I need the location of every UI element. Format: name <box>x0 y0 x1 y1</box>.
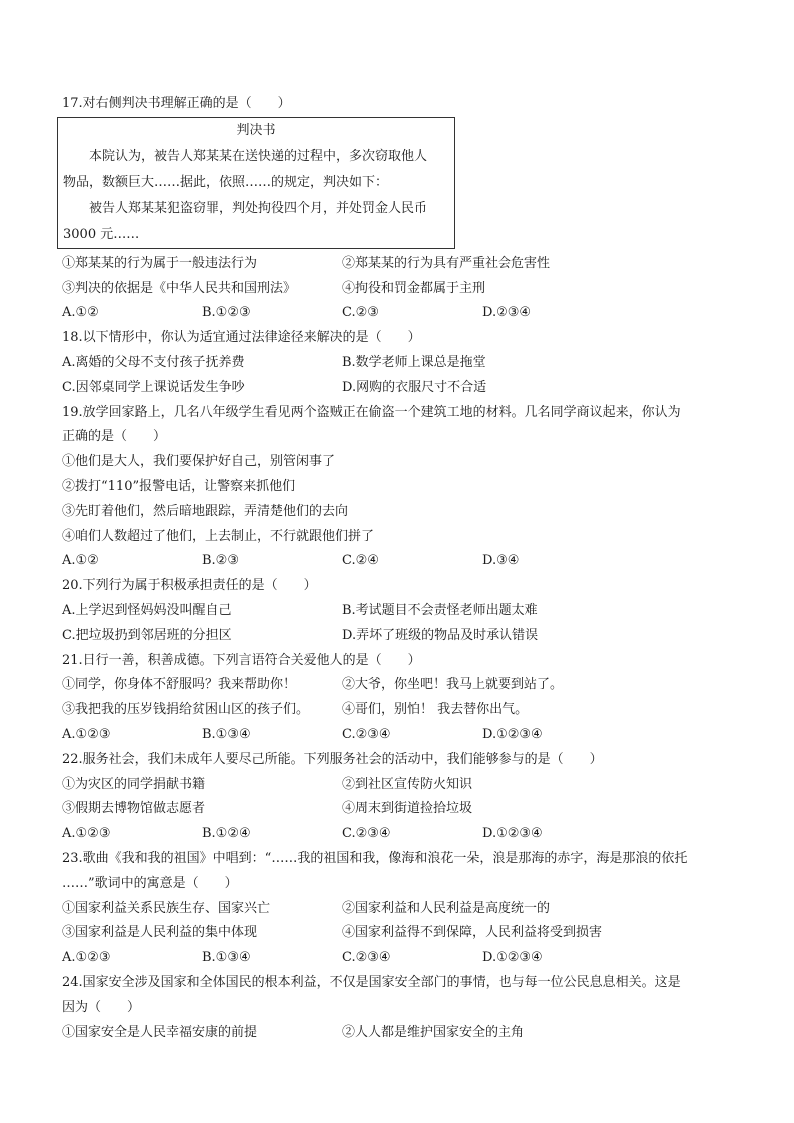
question-24 <box>62 971 742 1045</box>
statement-item: ④咱们人数超过了他们，上去制止，不行就跟他们拼了 <box>62 528 375 544</box>
question-21 <box>62 649 742 748</box>
question-22 <box>62 748 742 847</box>
answer-option-c: C.②③ <box>342 305 379 321</box>
answer-option-c: C.②③④ <box>342 826 391 842</box>
statement-item: ②国家利益和人民利益是高度统一的 <box>342 900 551 916</box>
answer-option-c: C.②③④ <box>342 726 391 742</box>
answer-option-d: D.弄坏了班级的物品及时承认错误 <box>342 627 539 643</box>
question-stem: 22.服务社会，我们未成年人要尽己所能。下列服务社会的活动中，我们能够参与的是（ ） <box>62 751 603 767</box>
question-18 <box>62 326 742 400</box>
answer-option-d: D.①②③④ <box>482 950 543 966</box>
statement-item: ③判决的依据是《中华人民共和国刑法》 <box>62 280 297 296</box>
statement-item: ③国家利益是人民利益的集中体现 <box>62 925 258 941</box>
answer-option-b: B.①②③ <box>202 305 251 321</box>
question-20 <box>62 574 742 648</box>
statement-item: ①郑某某的行为属于一般违法行为 <box>62 255 258 271</box>
question-stem: 21.日行一善，积善成德。下列言语符合关爱他人的是（ ） <box>62 652 421 668</box>
question-17 <box>62 92 742 326</box>
answer-option-b: B.②③ <box>202 553 239 569</box>
statement-item: ④国家利益得不到保障，人民利益将受到损害 <box>342 925 603 941</box>
question-stem-continued: 正确的是（ ） <box>62 429 167 445</box>
question-stem-continued: 因为（ ） <box>62 999 141 1015</box>
answer-option-a: A.①② <box>62 553 99 569</box>
answer-option-a: A.离婚的父母不支付孩子抚养费 <box>62 354 245 370</box>
answer-option-a: A.①②③ <box>62 726 111 742</box>
answer-option-c: C.把垃圾扔到邻居班的分担区 <box>62 627 232 643</box>
question-23 <box>62 847 742 971</box>
statement-item: ①为灾区的同学捐献书籍 <box>62 776 206 792</box>
answer-option-a: A.①② <box>62 305 99 321</box>
judgment-line: 本院认为，被告人郑某某在送快递的过程中，多次窃取他人 <box>89 148 428 164</box>
answer-option-a: A.上学迟到怪妈妈没叫醒自己 <box>62 602 232 618</box>
statement-item: ②大爷，你坐吧！我马上就要到站了。 <box>342 677 564 693</box>
question-stem: 17.对右侧判决书理解正确的是（ ） <box>62 96 291 111</box>
answer-option-b: B.①③④ <box>202 950 251 966</box>
answer-option-d: D.网购的衣服尺寸不合适 <box>342 379 487 395</box>
statement-item: ①国家安全是人民幸福安康的前提 <box>62 1024 258 1040</box>
judgment-line: 3000 元…… <box>63 226 140 242</box>
question-stem: 24.国家安全涉及国家和全体国民的根本利益，不仅是国家安全部门的事情，也与每一位公民息息相关。这是 <box>62 974 681 990</box>
answer-option-a: A.①②③ <box>62 950 111 966</box>
question-19 <box>62 401 742 575</box>
statement-item: ②拨打“110”报警电话，让警察来抓他们 <box>62 478 296 494</box>
answer-option-b: B.①②④ <box>202 826 251 842</box>
statement-item: ④周末到街道捡拾垃圾 <box>342 801 473 817</box>
answer-option-b: B.数学老师上课总是拖堂 <box>342 354 486 370</box>
statement-item: ④哥们，别怕！ 我去替你出气。 <box>342 702 529 718</box>
statement-item: ①国家利益关系民族生存、国家兴亡 <box>62 900 271 916</box>
statement-item: ①同学，你身体不舒服吗？我来帮助你！ <box>62 677 297 693</box>
answer-option-b: B.考试题目不会责怪老师出题太难 <box>342 602 538 618</box>
judgment-title: 判决书 <box>236 122 276 138</box>
statement-item: ②郑某某的行为具有严重社会危害性 <box>342 255 551 271</box>
answer-option-a: A.①②③ <box>62 826 111 842</box>
statement-item: ①他们是大人，我们要保护好自己，别管闲事了 <box>62 454 336 470</box>
judgment-document-box <box>57 117 455 249</box>
statement-item: ③先盯着他们，然后暗地跟踪，弄清楚他们的去向 <box>62 503 349 519</box>
answer-option-d: D.②③④ <box>482 305 532 321</box>
question-stem: 18.以下情形中，你认为适宜通过法律途径来解决的是（ ） <box>62 330 421 346</box>
answer-option-c: C.因邻桌同学上课说话发生争吵 <box>62 379 245 395</box>
answer-option-d: D.①②③④ <box>482 726 543 742</box>
statement-item: ③假期去博物馆做志愿者 <box>62 801 206 817</box>
statement-item: ④拘役和罚金都属于主刑 <box>342 280 486 296</box>
question-stem: 19.放学回家路上，几名八年级学生看见两个盗贼正在偷盗一个建筑工地的材料。几名同学商议起来，你认为 <box>62 404 681 420</box>
question-stem: 23.歌曲《我和我的祖国》中唱到：“……我的祖国和我，像海和浪花一朵，浪是那海的赤字，海是那浪的依托 <box>62 850 688 866</box>
answer-option-b: B.①③④ <box>202 726 251 742</box>
statement-item: ②人人都是维护国家安全的主角 <box>342 1024 525 1040</box>
answer-option-c: C.②③④ <box>342 950 391 966</box>
question-stem: 20.下列行为属于积极承担责任的是（ ） <box>62 578 317 594</box>
answer-option-c: C.②④ <box>342 553 379 569</box>
statement-item: ③我把我的压岁钱捐给贫困山区的孩子们。 <box>62 702 310 718</box>
statement-item: ②到社区宣传防火知识 <box>342 776 473 792</box>
judgment-line: 被告人郑某某犯盗窃罪，判处拘役四个月，并处罚金人民币 <box>89 200 428 216</box>
judgment-line: 物品，数额巨大……据此，依照……的规定，判决如下： <box>63 174 389 190</box>
answer-option-d: D.③④ <box>482 553 520 569</box>
answer-option-d: D.①②③④ <box>482 826 543 842</box>
exam-page <box>62 92 742 1045</box>
question-stem-continued: ……”歌词中的寓意是（ ） <box>62 875 238 891</box>
